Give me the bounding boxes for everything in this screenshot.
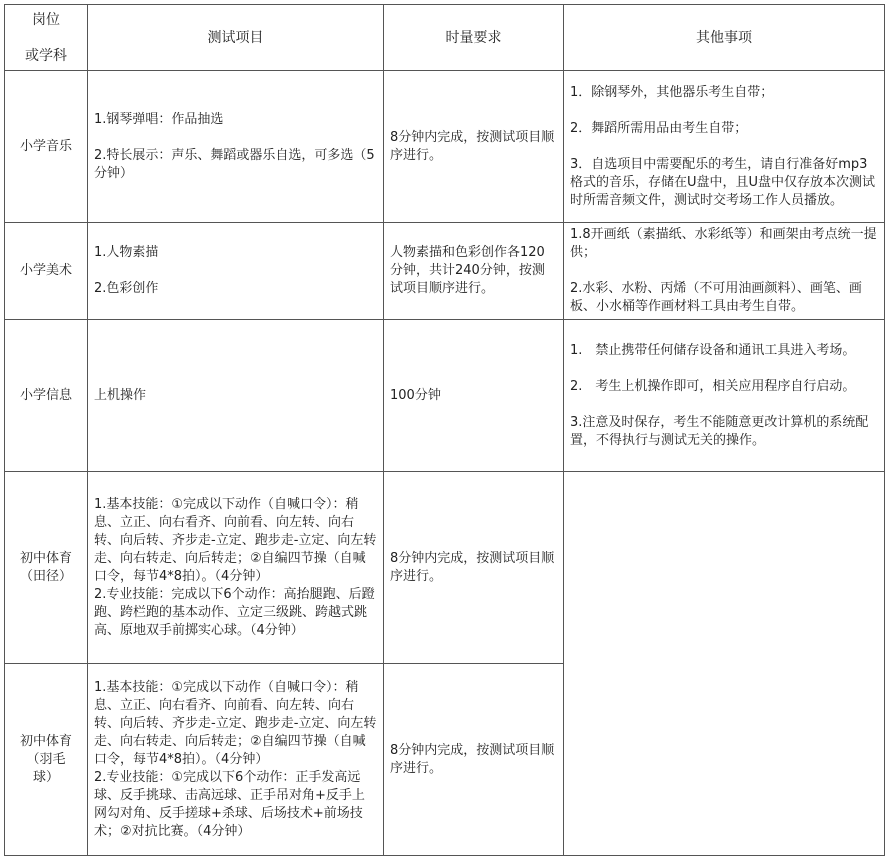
item-text: 2.色彩创作 bbox=[94, 281, 159, 296]
post-cell bbox=[5, 664, 88, 856]
other-text: 2.水彩、水粉、丙烯（不可用油画颜料）、画笔、画板、小水桶等作画材料工具由考生自带。 bbox=[570, 281, 862, 314]
item-text: 2.特长展示：声乐、舞蹈或器乐自选，可多选（5分钟） bbox=[94, 147, 375, 181]
time-cell: 人物素描和色彩创作各120分钟，共计240分钟，按测试项目顺序进行。 bbox=[384, 223, 564, 320]
post-line: 初中体育 bbox=[19, 550, 72, 566]
item-text: 1.基本技能：①完成以下动作（自喊口令）：稍息、立正、向右看齐、向前看、向左转、向右转、向后转、齐步走-立定、跑步走-立定、向左转走、向右转走、向后转走；②自编四节操（自喊口令，每节4*8拍）。（4分钟） bbox=[94, 496, 377, 584]
post-cell: 小学音乐 bbox=[5, 71, 88, 223]
header-row bbox=[5, 5, 885, 71]
item-text: 上机操作 bbox=[94, 387, 147, 403]
post-line: （羽毛 bbox=[26, 751, 66, 767]
time-cell: 8分钟内完成，按测试项目顺序进行。 bbox=[384, 472, 564, 664]
post-cell: 小学信息 bbox=[5, 320, 88, 472]
post-cell bbox=[5, 472, 88, 664]
other-text: 1. 禁止携带任何储存设备和通讯工具进入考场。 bbox=[570, 342, 856, 358]
items-cell bbox=[88, 223, 384, 320]
header-other: 其他事项 bbox=[564, 5, 885, 71]
other-text: 2. 考生上机操作即可，相关应用程序自行启动。 bbox=[570, 378, 856, 394]
table-row bbox=[5, 320, 885, 472]
time-cell: 8分钟内完成，按测试项目顺序进行。 bbox=[384, 664, 564, 856]
header-post bbox=[5, 5, 88, 71]
time-cell: 8分钟内完成，按测试项目顺序进行。 bbox=[384, 71, 564, 223]
other-cell bbox=[564, 320, 885, 472]
exam-requirements-table bbox=[4, 4, 885, 856]
other-text: 2．舞蹈所需用品由考生自带； bbox=[570, 120, 748, 136]
item-text: 1.钢琴弹唱：作品抽选 bbox=[94, 111, 224, 127]
items-cell bbox=[88, 664, 384, 856]
post-cell: 小学美术 bbox=[5, 223, 88, 320]
items-cell bbox=[88, 320, 384, 472]
post-line: （田径） bbox=[19, 568, 72, 584]
time-cell: 100分钟 bbox=[384, 320, 564, 472]
table-row bbox=[5, 472, 885, 664]
item-text: 1.人物素描 bbox=[94, 245, 159, 260]
other-text: 3.注意及时保存，考生不能随意更改计算机的系统配置，不得执行与测试无关的操作。 bbox=[570, 414, 869, 448]
other-text: 3．自选项目中需要配乐的考生，请自行准备好mp3格式的音乐，存储在U盘中，且U盘中仅存放本次测试时所需音频文件，测试时交考场工作人员播放。 bbox=[570, 156, 876, 208]
other-cell bbox=[564, 71, 885, 223]
other-cell bbox=[564, 223, 885, 320]
items-cell bbox=[88, 472, 384, 664]
other-text: 1．除钢琴外，其他器乐考生自带； bbox=[570, 84, 774, 100]
post-line: 初中体育 bbox=[19, 733, 72, 749]
item-text: 2.专业技能：完成以下6个动作：高抬腿跑、后蹬跑、跨栏跑的基本动作、立定三级跳、跨越式跳高、原地双手前掷实心球。（4分钟） bbox=[94, 586, 375, 638]
header-post-line1: 岗位 bbox=[32, 11, 60, 28]
item-text: 1.基本技能：①完成以下动作（自喊口令）：稍息、立正、向右看齐、向前看、向左转、向右转、向后转、齐步走-立定、跑步走-立定、向左转走、向右转走、向后转走；②自编四节操（自喊口令，每节4*8拍）。（4分钟） bbox=[94, 679, 377, 767]
table-row bbox=[5, 223, 885, 320]
header-time: 时量要求 bbox=[384, 5, 564, 71]
item-text: 2.专业技能：①完成以下6个动作：正手发高远球、反手挑球、击高远球、正手吊对角+反手上网勾对角、反手搓球+杀球、后场技术+前场技术；②对抗比赛。（4分钟） bbox=[94, 769, 365, 839]
header-test-items: 测试项目 bbox=[88, 5, 384, 71]
other-text: 1.8开画纸（素描纸、水彩纸等）和画架由考点统一提供； bbox=[570, 227, 877, 260]
other-cell-empty bbox=[564, 472, 885, 856]
table-row bbox=[5, 71, 885, 223]
items-cell bbox=[88, 71, 384, 223]
header-post-line2: 或学科 bbox=[25, 47, 67, 64]
post-line: 球） bbox=[32, 769, 59, 785]
